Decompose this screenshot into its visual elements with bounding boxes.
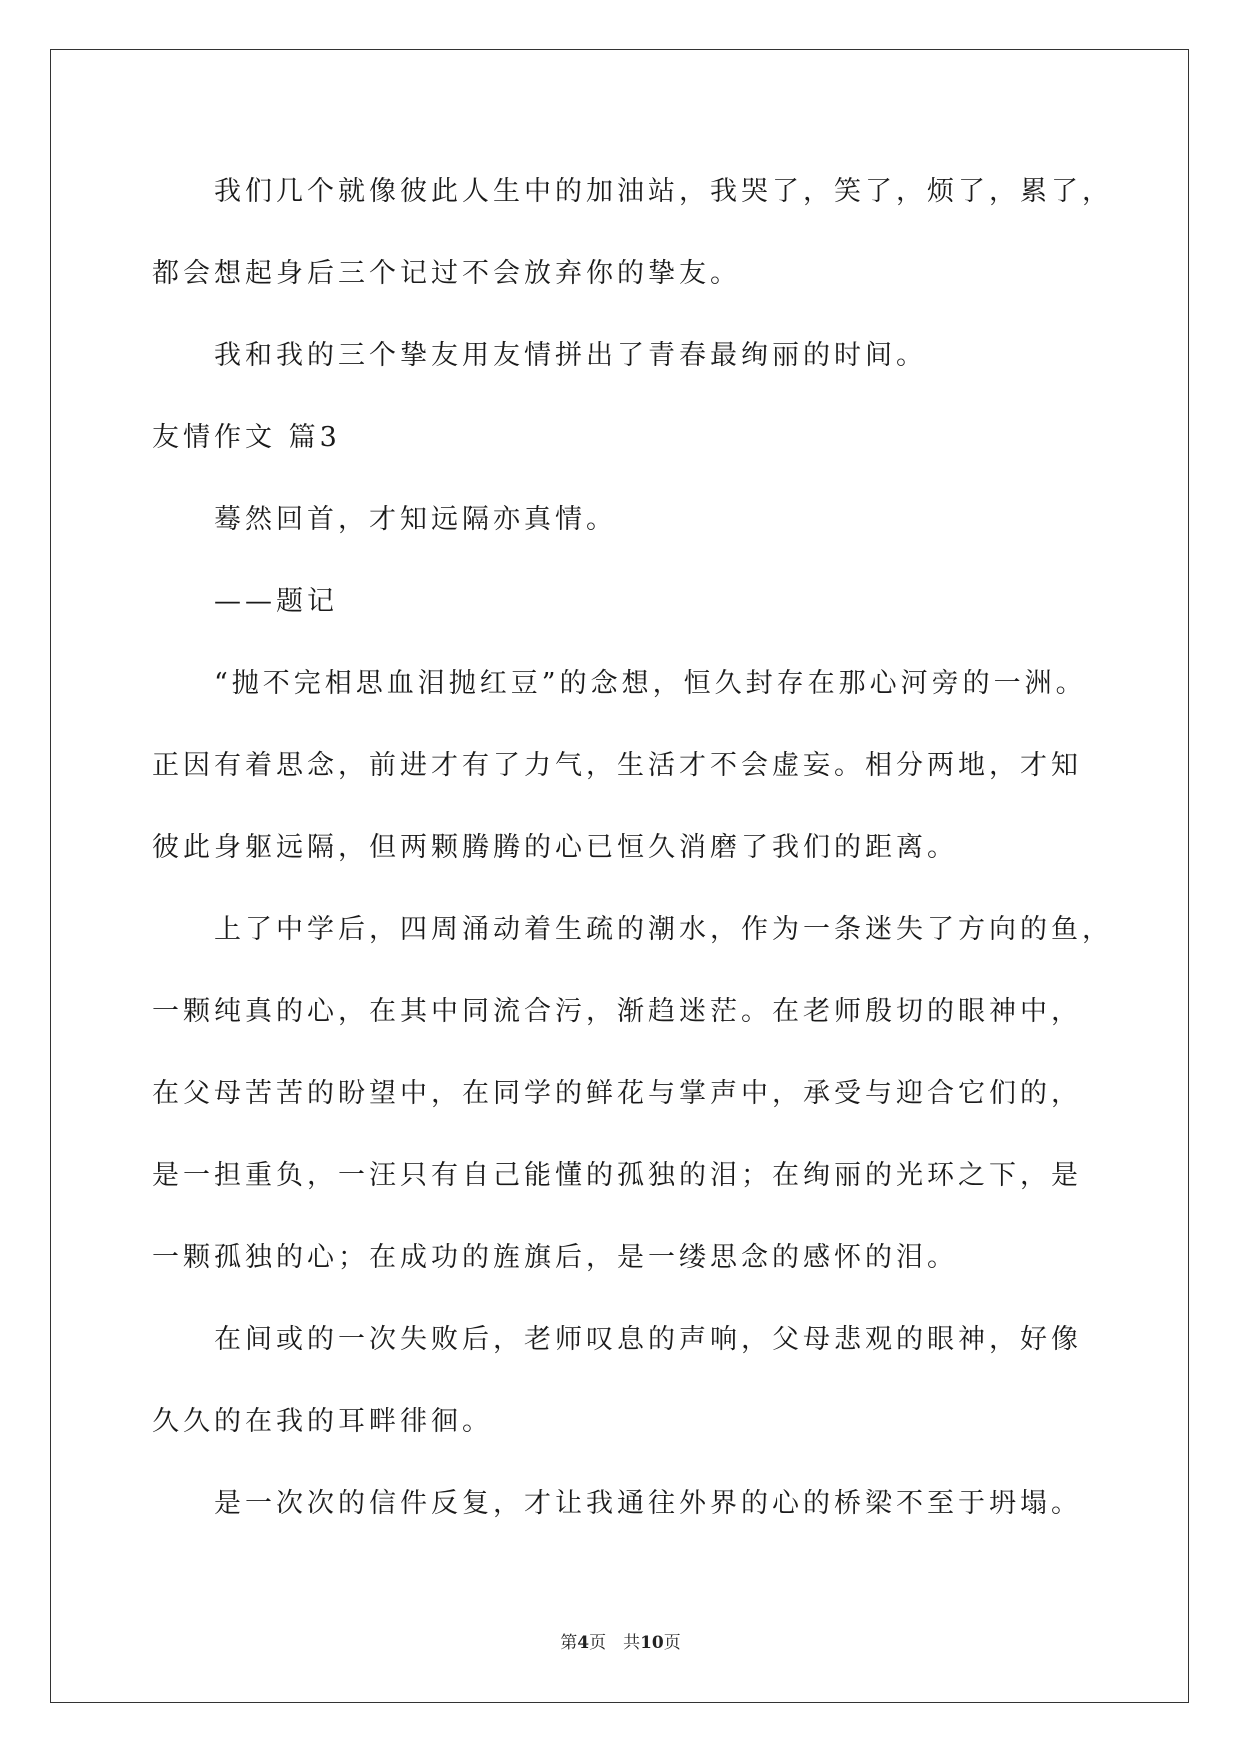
footer-prefix: 第 (560, 1633, 578, 1653)
paragraph-line: 久久的在我的耳畔徘徊。 (152, 1406, 493, 1437)
section-heading: 友情作文 篇3 (152, 422, 341, 453)
paragraph-line: 是一次次的信件反复，才让我通往外界的心的桥梁不至于坍塌。 (214, 1488, 1082, 1519)
paragraph-line: 上了中学后，四周涌动着生疏的潮水，作为一条迷失了方向的鱼， (214, 914, 1113, 945)
paragraph-line: ——题记 (214, 586, 338, 617)
paragraph-line: 在父母苦苦的盼望中，在同学的鲜花与掌声中，承受与迎合它们的， (152, 1078, 1082, 1109)
paragraph-line: 蓦然回首，才知远隔亦真情。 (214, 504, 617, 535)
paragraph-line: 都会想起身后三个记过不会放弃你的挚友。 (152, 258, 741, 289)
paragraph-line: 正因有着思念，前进才有了力气，生活才不会虚妄。相分两地，才知 (152, 750, 1082, 781)
paragraph-line: 在间或的一次失败后，老师叹息的声响，父母悲观的眼神，好像 (214, 1324, 1082, 1355)
current-page-number: 4 (577, 1633, 590, 1653)
total-page-count: 10 (640, 1633, 664, 1653)
paragraph-line: 彼此身躯远隔，但两颗腾腾的心已恒久消磨了我们的距离。 (152, 832, 958, 863)
paragraph-line: “抛不完相思血泪抛红豆”的念想，恒久封存在那心河旁的一洲。 (214, 668, 1087, 699)
paragraph-line: 一颗纯真的心，在其中同流合污，渐趋迷茫。在老师殷切的眼神中， (152, 996, 1082, 1027)
paragraph-line: 我和我的三个挚友用友情拼出了青春最绚丽的时间。 (214, 340, 927, 371)
page-footer (0, 1628, 1241, 1653)
paragraph-line: 一颗孤独的心；在成功的旌旗后，是一缕思念的感怀的泪。 (152, 1242, 958, 1273)
footer-suffix: 页 (663, 1633, 681, 1653)
page-border (50, 49, 1189, 1703)
paragraph-line: 是一担重负，一汪只有自己能懂的孤独的泪；在绚丽的光环之下，是 (152, 1160, 1082, 1191)
paragraph-line: 我们几个就像彼此人生中的加油站，我哭了，笑了，烦了，累了， (214, 176, 1113, 207)
footer-middle: 页 共 (589, 1633, 641, 1653)
